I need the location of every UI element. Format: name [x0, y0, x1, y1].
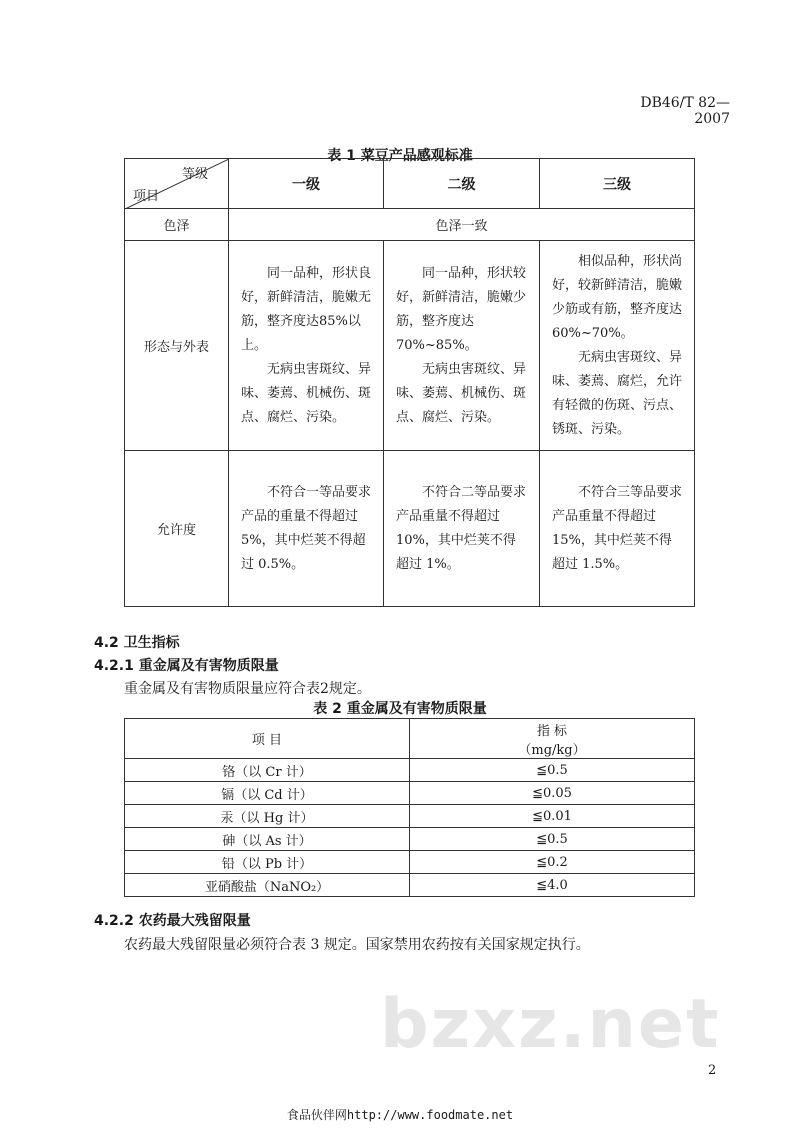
row-tolerance-label: 允许度 — [125, 451, 229, 607]
row-color-label: 色泽 — [125, 209, 229, 241]
table-row — [125, 874, 695, 897]
shape-grade2-text: 同一品种，形状较好，新鲜清洁，脆嫩少筋，整齐度达70%~85%。 — [396, 265, 527, 353]
heavy-metal-limit-table — [124, 718, 695, 897]
footer-link[interactable]: 食品伙伴网http://www.foodmate.net — [286, 1108, 514, 1122]
tolerance-grade1-cell — [229, 451, 384, 607]
table-row — [125, 759, 695, 782]
corner-grade-label: 等级 — [181, 167, 208, 182]
table2-item-cell: 汞（以 Hg 计） — [125, 805, 410, 828]
table2-value-cell: ≦0.2 — [410, 851, 695, 874]
table2-value-cell: ≦0.5 — [410, 828, 695, 851]
table2-index-label: 指 标 — [536, 723, 568, 739]
table-row — [125, 805, 695, 828]
table2-value-cell: ≦0.05 — [410, 782, 695, 805]
table2-item-cell: 铬（以 Cr 计） — [125, 759, 410, 782]
table1-corner-header — [125, 159, 229, 209]
corner-item-label: 项目 — [133, 189, 160, 204]
tolerance-grade2-cell — [384, 451, 540, 607]
tolerance-grade3-text: 不符合三等品要求产品重量不得超过 15%，其中烂荚不得超过 1.5%。 — [552, 484, 683, 572]
tolerance-grade1-text: 不符合一等品要求产品的重量不得超过 5%，其中烂荚不得超过 0.5%。 — [241, 484, 372, 572]
table1-caption: 表 1 菜豆产品感观标准 — [327, 148, 473, 164]
section-4-2-2-text: 农药最大残留限量必须符合表 3 规定。国家禁用农药按有关国家规定执行。 — [124, 937, 590, 953]
section-4-2-heading: 4.2 卫生指标 — [94, 635, 180, 651]
grade-header-1: 一级 — [229, 159, 384, 209]
shape-grade2-text: 无病虫害斑纹、异味、萎蔫、机械伤、斑点、腐烂、污染。 — [396, 361, 527, 425]
document-code: DB46/T 82—2007 — [640, 95, 730, 127]
section-4-2-2-heading: 4.2.2 农药最大残留限量 — [94, 913, 251, 929]
shape-grade3-text: 无病虫害斑纹、异味、萎蔫、腐烂，允许有轻微的伤斑、污点、锈斑、污染。 — [552, 349, 683, 437]
table2-item-cell: 铅（以 Pb 计） — [125, 851, 410, 874]
table-row — [125, 828, 695, 851]
table2-item-cell: 镉（以 Cd 计） — [125, 782, 410, 805]
shape-grade3-cell — [540, 241, 695, 451]
shape-grade1-text: 同一品种，形状良好，新鲜清洁，脆嫩无筋，整齐度达85%以上。 — [241, 265, 372, 353]
table2-value-cell: ≦4.0 — [410, 874, 695, 897]
page-number: 2 — [708, 1063, 717, 1078]
table-row — [125, 851, 695, 874]
row-color-value: 色泽一致 — [229, 209, 695, 241]
table2-item-cell: 亚硝酸盐（NaNO₂） — [125, 874, 410, 897]
row-shape-label: 形态与外表 — [125, 241, 229, 451]
watermark: bzxz.net — [380, 985, 721, 1064]
table2-item-cell: 砷（以 As 计） — [125, 828, 410, 851]
grade-header-3: 三级 — [540, 159, 695, 209]
table2-value-cell: ≦0.01 — [410, 805, 695, 828]
grade-header-2: 二级 — [384, 159, 540, 209]
sensory-standard-table — [124, 158, 695, 607]
table2-value-cell: ≦0.5 — [410, 759, 695, 782]
table2-item-header: 项 目 — [125, 719, 410, 759]
table2-index-header — [410, 719, 695, 759]
shape-grade1-cell — [229, 241, 384, 451]
table-row — [125, 782, 695, 805]
shape-grade2-cell — [384, 241, 540, 451]
shape-grade3-text: 相似品种，形状尚好，较新鲜清洁，脆嫩少筋或有筋，整齐度达 60%~70%。 — [552, 253, 683, 341]
table2-caption: 表 2 重金属及有害物质限量 — [313, 701, 487, 717]
section-4-2-1-text: 重金属及有害物质限量应符合表2规定。 — [124, 681, 371, 697]
shape-grade1-text: 无病虫害斑纹、异味、萎蔫、机械伤、斑点、腐烂、污染。 — [241, 361, 372, 425]
tolerance-grade3-cell — [540, 451, 695, 607]
table2-unit-label: （mg/kg） — [518, 742, 586, 758]
section-4-2-1-heading: 4.2.1 重金属及有害物质限量 — [94, 658, 279, 674]
tolerance-grade2-text: 不符合二等品要求产品重量不得超过 10%，其中烂荚不得超过 1%。 — [396, 484, 527, 572]
